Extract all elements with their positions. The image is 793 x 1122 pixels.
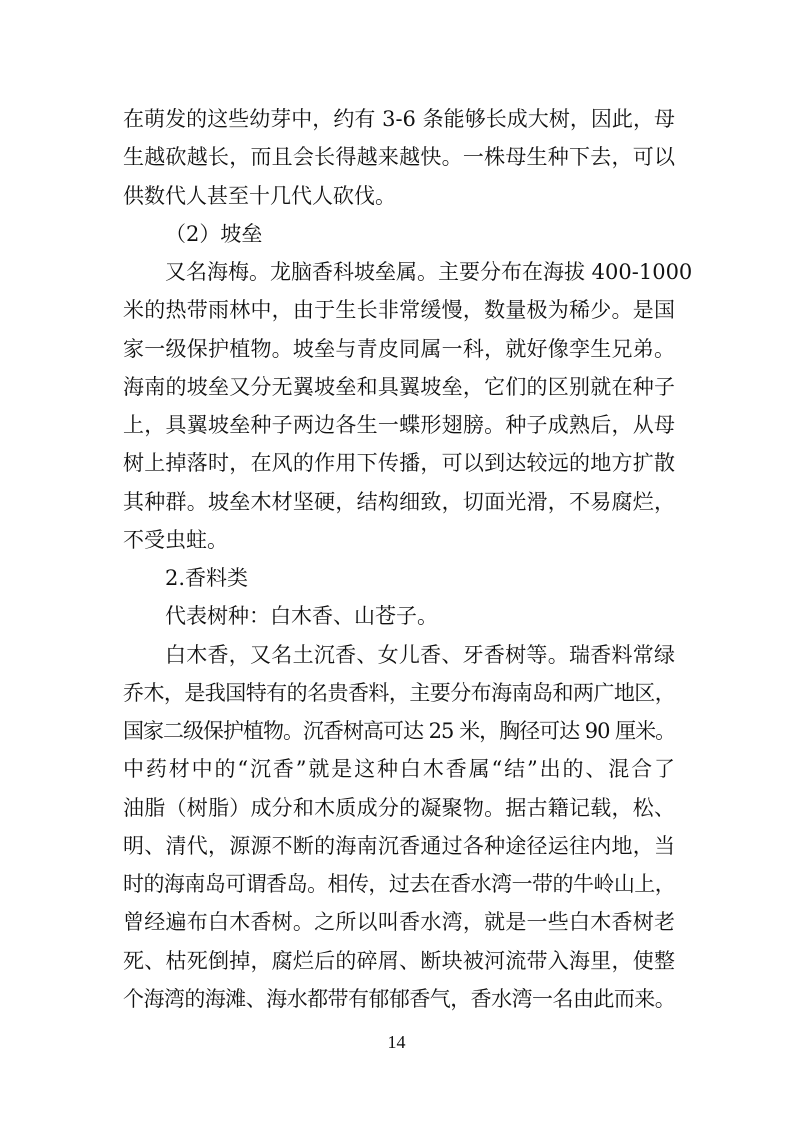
text-line: 海南的坡垒又分无翼坡垒和具翼坡垒，它们的区别就在种子 — [123, 374, 675, 399]
text-line: 2.香料类 — [165, 566, 249, 590]
text-line: 乔木，是我国特有的名贵香料，主要分布海南岛和两广地区， — [123, 680, 675, 705]
text-line: 油脂（树脂）成分和木质成分的凝聚物。据古籍记载，松、 — [123, 795, 675, 820]
text-line: 死、枯死倒掉，腐烂后的碎屑、断块被河流带入海里，使整 — [123, 948, 675, 973]
text-line: （2）坡垒 — [165, 221, 263, 246]
text-line: 白木香，又名土沉香、女儿香、牙香树等。瑞香料常绿 — [165, 642, 675, 667]
text-line: 树上掉落时，在风的作用下传播，可以到达较远的地方扩散 — [123, 451, 675, 476]
text-line: 曾经遍布白木香树。之所以叫香水湾，就是一些白木香树老 — [123, 910, 675, 935]
text-line: 生越砍越长，而且会长得越来越快。一株母生种下去，可以 — [123, 145, 675, 170]
page-number: 14 — [387, 1032, 406, 1052]
text-line: 米的热带雨林中，由于生长非常缓慢，数量极为稀少。是国 — [123, 298, 675, 323]
text-line: 明、清代，源源不断的海南沉香通过各种途径运往内地，当 — [123, 833, 675, 858]
body-text — [123, 100, 693, 1018]
text-line: 中药材中的“沉香”就是这种白木香属“结”出的、混合了 — [123, 757, 675, 782]
text-line: 国家二级保护植物。沉香树高可达 25 米，胸径可达 90 厘米。 — [123, 719, 676, 743]
text-line: 时的海南岛可谓香岛。相传，过去在香水湾一带的牛岭山上， — [123, 872, 675, 896]
text-line: 上，具翼坡垒种子两边各生一蝶形翅膀。种子成熟后，从母 — [123, 413, 675, 437]
text-line: 供数代人甚至十几代人砍伐。 — [123, 183, 396, 208]
text-line: 其种群。坡垒木材坚硬，结构细致，切面光滑，不易腐烂， — [123, 489, 675, 514]
text-line: 不受虫蛀。 — [123, 527, 228, 552]
text-line: 个海湾的海滩、海水都带有郁郁香气，香水湾一名由此而来。 — [123, 986, 675, 1011]
text-line: 代表树种：白木香、山苍子。 — [165, 604, 438, 629]
text-line: 又名海梅。龙脑香科坡垒属。主要分布在海拔 400-1000 — [165, 260, 693, 284]
text-line: 在萌发的这些幼芽中，约有 3-6 条能够长成大树，因此，母 — [123, 107, 675, 131]
text-line: 家一级保护植物。坡垒与青皮同属一科，就好像孪生兄弟。 — [123, 336, 675, 361]
